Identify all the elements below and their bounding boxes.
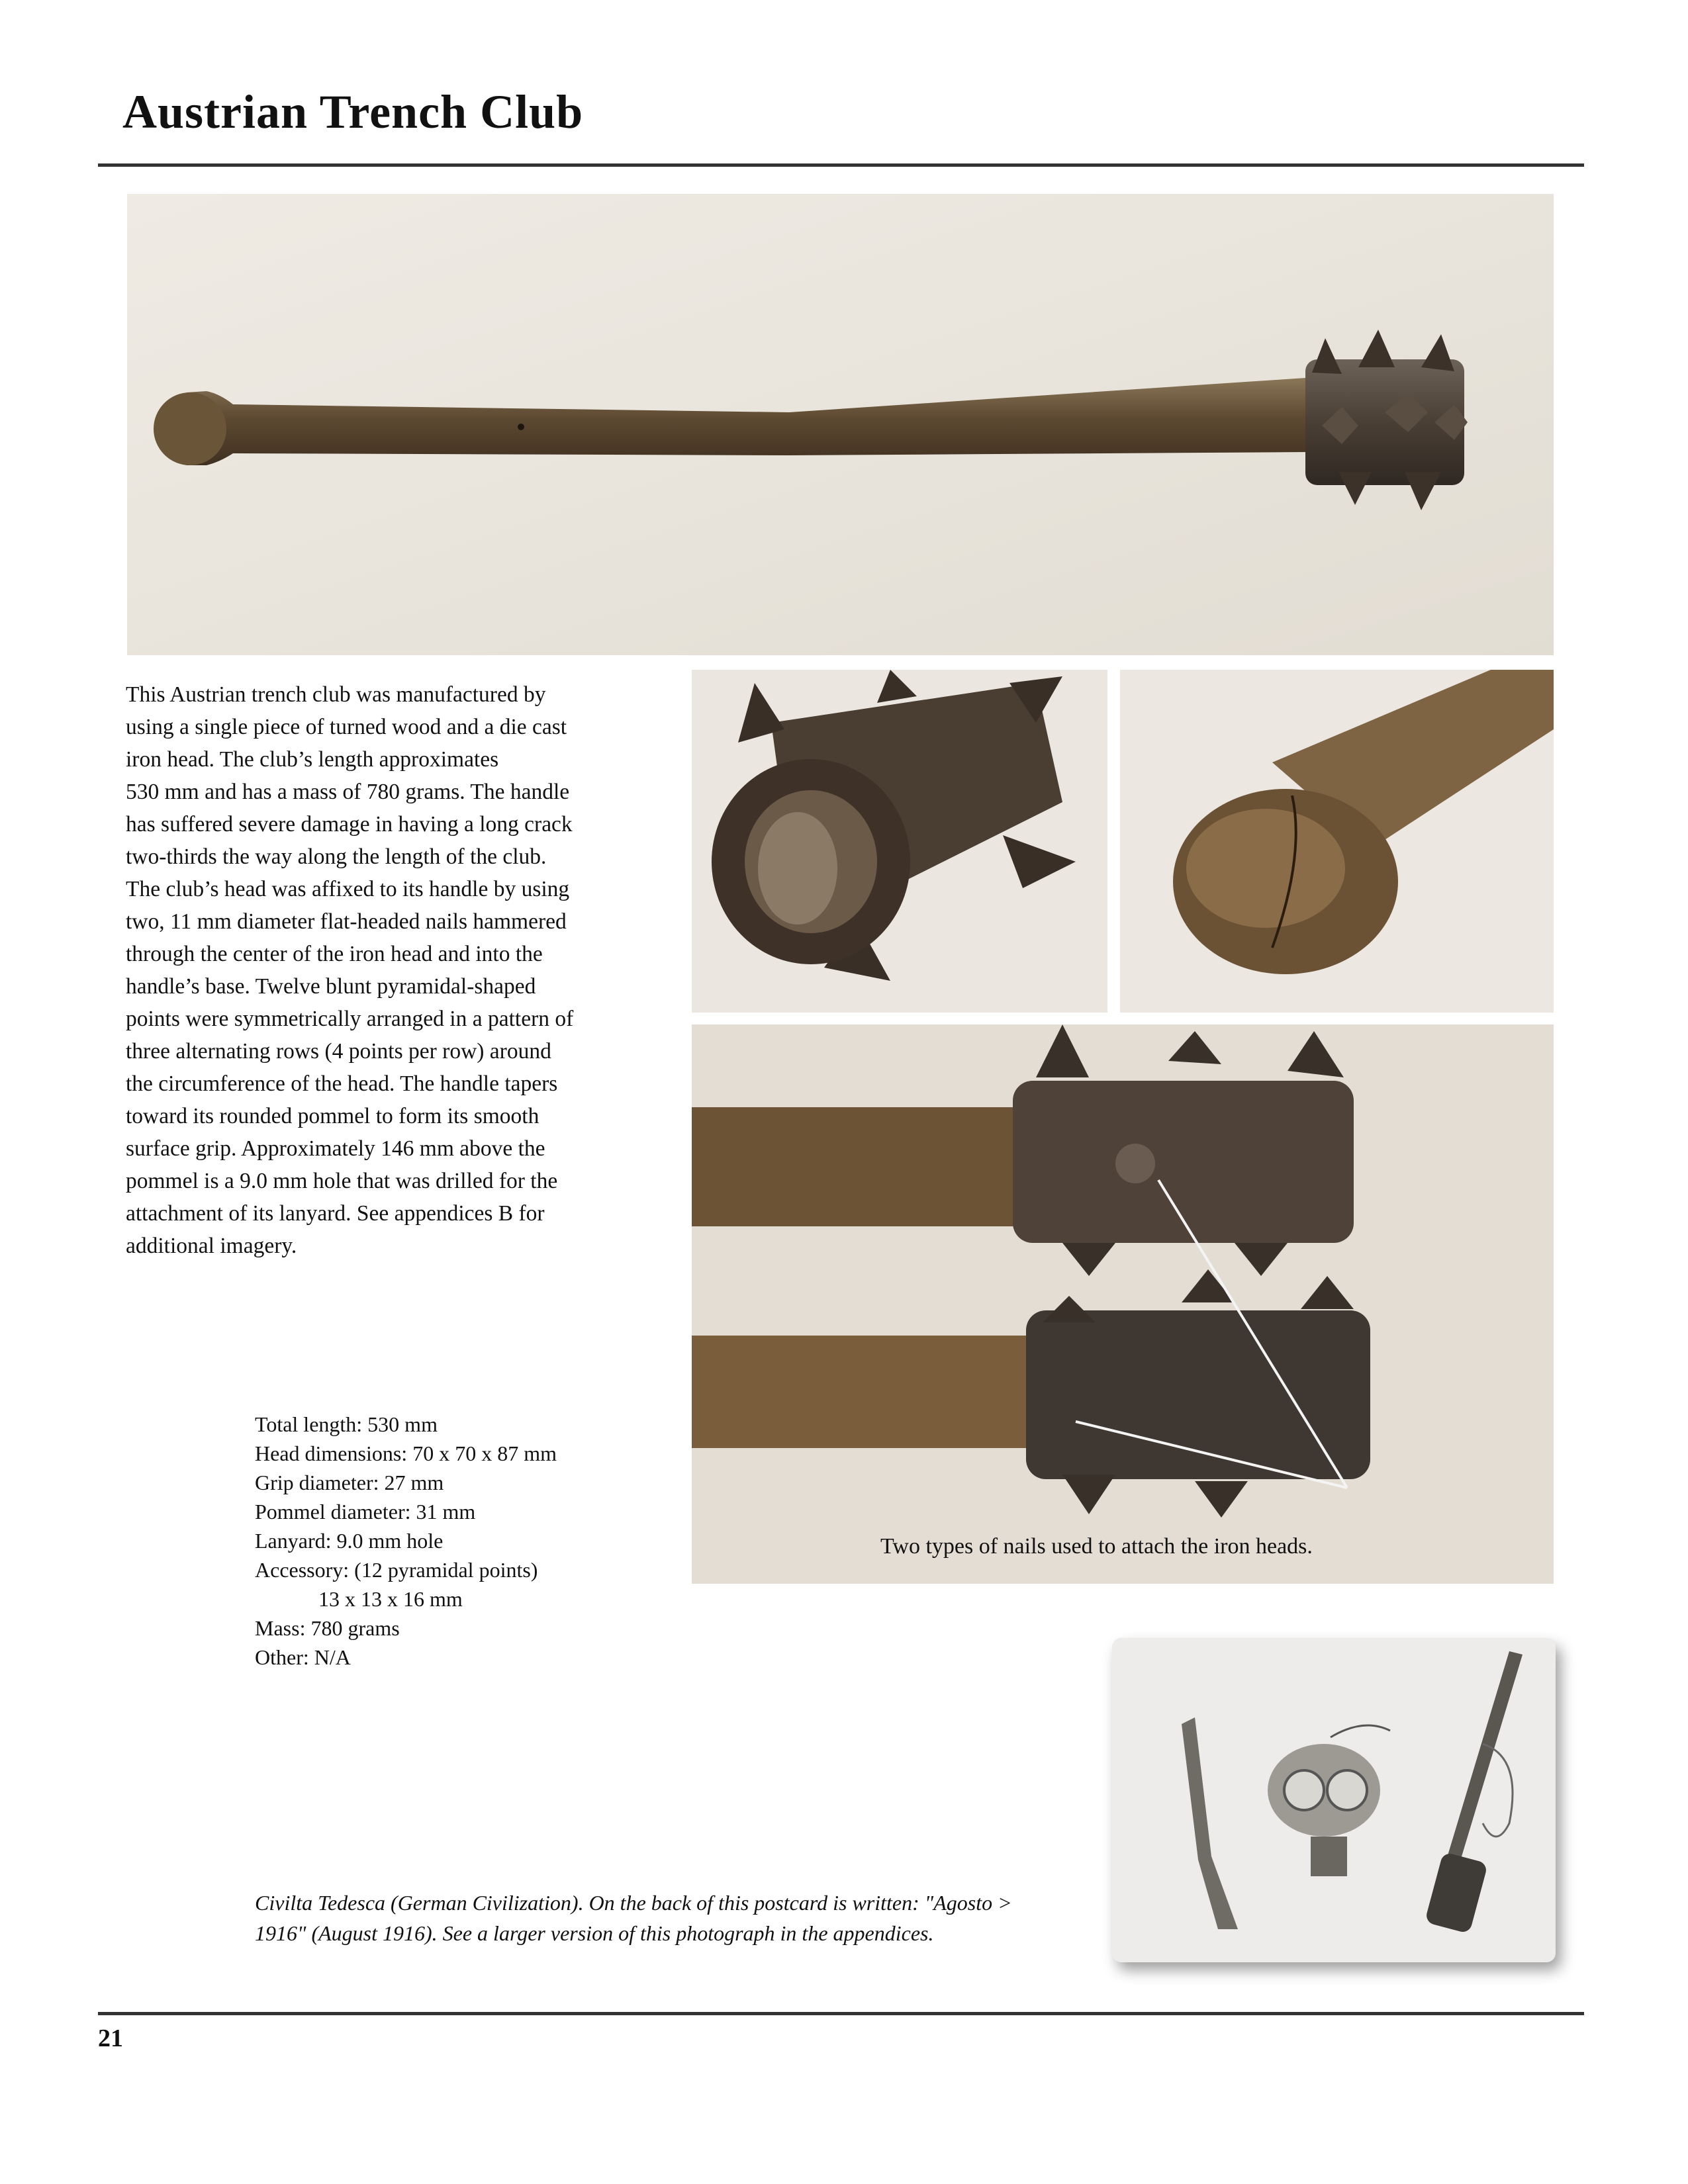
spec-item: Head dimensions: 70 x 70 x 87 mm [255, 1441, 557, 1465]
description-line: 530 mm and has a mass of 780 grams. The handle [126, 780, 570, 804]
description-line: additional imagery. [126, 1234, 297, 1258]
spec-item: Other: N/A [255, 1645, 351, 1669]
spec-item: Pommel diameter: 31 mm [255, 1500, 476, 1524]
spec-item: Accessory: (12 pyramidal points) [255, 1558, 538, 1582]
spec-item: 13 x 13 x 16 mm [255, 1587, 463, 1611]
page-number: 21 [98, 2025, 123, 2052]
description-line: iron head. The club’s length approximates [126, 747, 499, 772]
description-line: This Austrian trench club was manufactured by [126, 682, 546, 707]
nails-comparison-photo [692, 1024, 1554, 1584]
nails-photo-caption: Two types of nails used to attach the iron heads. [880, 1534, 1313, 1559]
footer-rule [98, 2012, 1584, 2015]
description-line: through the center of the iron head and into the [126, 942, 543, 966]
description-line: toward its rounded pommel to form its smooth [126, 1104, 539, 1128]
postcard-caption-line: Civilta Tedesca (German Civilization). On the back of this postcard is written: "Agosto > [255, 1891, 1012, 1915]
postcard-caption [255, 1888, 1109, 1948]
description-line: handle’s base. Twelve blunt pyramidal-shaped [126, 974, 536, 999]
description-line: two-thirds the way along the length of the club. [126, 844, 547, 869]
spec-item: Total length: 530 mm [255, 1412, 438, 1436]
description-line: points were symmetrically arranged in a pattern of [126, 1007, 574, 1031]
head-end-photo [692, 670, 1107, 1013]
postcard-caption-line: 1916" (August 1916). See a larger version of this photograph in the appendices. [255, 1921, 934, 1945]
description-line: surface grip. Approximately 146 mm above the [126, 1136, 545, 1161]
postcard-image [1112, 1638, 1556, 1962]
spec-item: Lanyard: 9.0 mm hole [255, 1529, 444, 1553]
header-rule [98, 163, 1584, 167]
description-line: attachment of its lanyard. See appendices B for [126, 1201, 545, 1226]
page-title: Austrian Trench Club [122, 85, 584, 138]
spec-item: Grip diameter: 27 mm [255, 1471, 444, 1494]
description-line: the circumference of the head. The handle tapers [126, 1071, 558, 1096]
main-club-photo [127, 194, 1554, 655]
description-line: has suffered severe damage in having a long crack [126, 812, 573, 837]
description-line: two, 11 mm diameter flat-headed nails hammered [126, 909, 567, 934]
description-line: pommel is a 9.0 mm hole that was drilled for the [126, 1169, 558, 1193]
specifications-list [255, 1410, 665, 1672]
pommel-photo [1120, 670, 1554, 1013]
description-line: The club’s head was affixed to its handle by using [126, 877, 570, 901]
spec-item: Mass: 780 grams [255, 1616, 400, 1640]
description-text [126, 678, 669, 1262]
description-line: using a single piece of turned wood and a die cast [126, 715, 567, 739]
description-line: three alternating rows (4 points per row) around [126, 1039, 551, 1064]
